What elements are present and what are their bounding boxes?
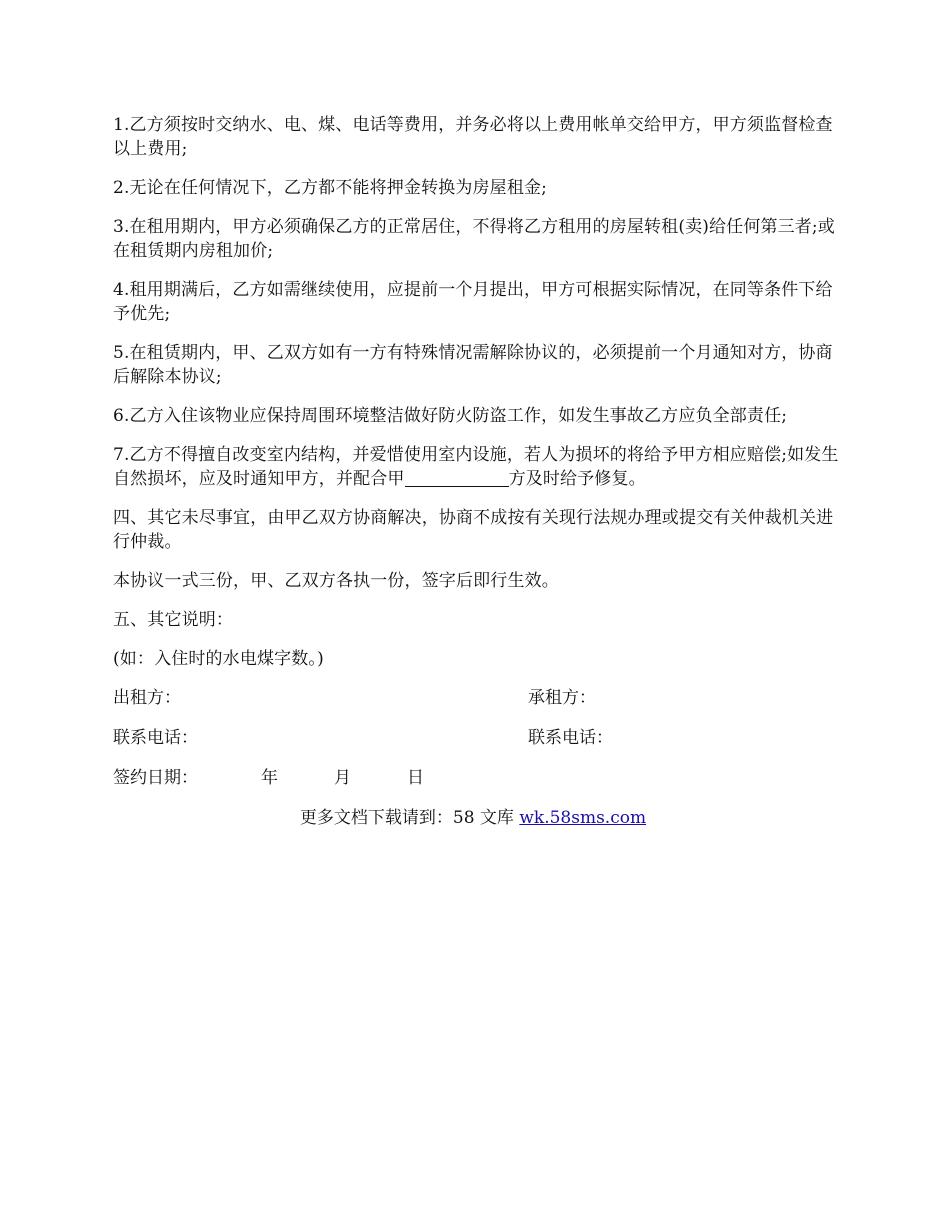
- day-label: 日: [407, 768, 424, 788]
- footer: [113, 806, 833, 830]
- clause-2: 2.无论在任何情况下，乙方都不能将押金转换为房屋租金;: [113, 178, 547, 198]
- clause-4: 4.租用期满后，乙方如需继续使用，应提前一个月提出，甲方可根据实际情况，在同等条件下给予优先;: [113, 280, 833, 324]
- document-body: [113, 113, 843, 830]
- clause-5: 5.在租赁期内，甲、乙双方如有一方有特殊情况需解除协议的，必须提前一个月通知对方，协商后解除本协议;: [113, 343, 833, 387]
- signing-date-row: [113, 766, 843, 790]
- party-row: [113, 686, 843, 710]
- lessor-phone-label: 联系电话：: [113, 728, 198, 748]
- signing-date-label: 签约日期：: [113, 768, 198, 788]
- footer-link[interactable]: wk.58sms.com: [519, 808, 647, 828]
- lessee-phone-label: 联系电话：: [528, 728, 613, 748]
- phone-row: [113, 726, 843, 750]
- clause-6: 6.乙方入住该物业应保持周围环境整洁做好防火防盗工作，如发生事故乙方应负全部责任;: [113, 406, 788, 426]
- section-4: 四、其它未尽事宜，由甲乙双方协商解决，协商不成按有关现行法规办理或提交有关仲裁机关进行仲裁。: [113, 508, 834, 552]
- footer-text: 更多文档下载请到：58 文库: [299, 808, 520, 828]
- lessor-label: 出租方：: [113, 688, 181, 708]
- clause-7-text: 7.乙方不得擅自改变室内结构，并爱惜使用室内设施，若人为损坏的将给予甲方相应赔偿;如发生自然损坏，应及时通知甲方，并配合甲: [113, 445, 839, 489]
- fill-in-blank: [405, 468, 509, 487]
- year-label: 年: [261, 768, 278, 788]
- section-5-note: (如：入住时的水电煤字数。): [113, 649, 324, 669]
- clause-1: 1.乙方须按时交纳水、电、煤、电话等费用，并务必将以上费用帐单交给甲方，甲方须监督检查以上费用;: [113, 115, 833, 159]
- clause-7-tail: 方及时给予修复。: [508, 469, 646, 489]
- month-label: 月: [334, 768, 351, 788]
- copies-statement: 本协议一式三份，甲、乙双方各执一份，签字后即行生效。: [113, 571, 559, 591]
- clause-3: 3.在租用期内，甲方必须确保乙方的正常居住，不得将乙方租用的房屋转租(卖)给任何第三者;或在租赁期内房租加价;: [113, 217, 835, 261]
- clause-7: [113, 443, 843, 491]
- lessee-label: 承租方：: [528, 688, 596, 708]
- section-5-title: 五、其它说明：: [113, 610, 234, 630]
